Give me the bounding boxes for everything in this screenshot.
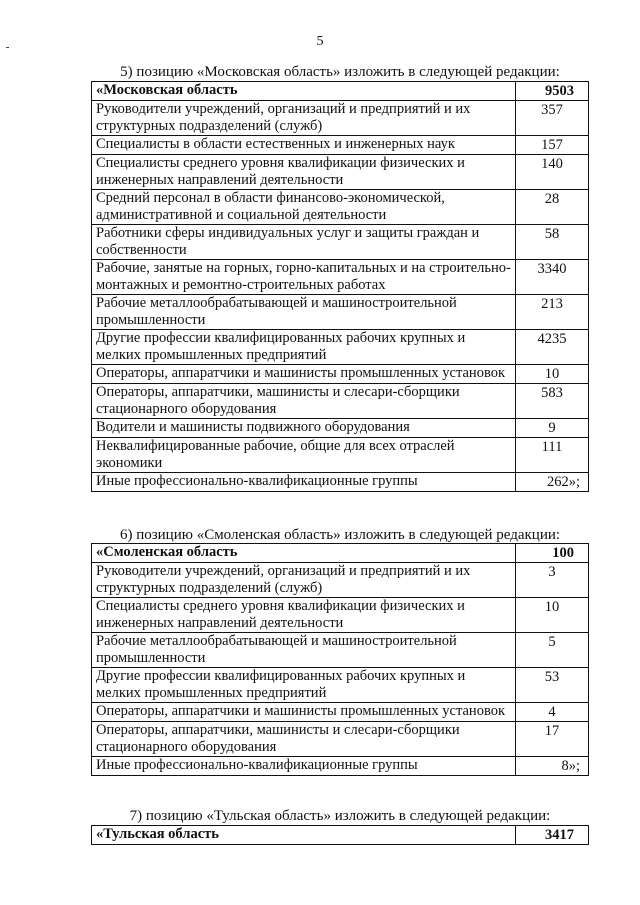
row-label: Руководители учреждений, организаций и предприятий и их структурных подразделений (служб) xyxy=(92,563,516,598)
row-label: Специалисты среднего уровня квалификации физических и инженерных направлений деятельности xyxy=(92,598,516,633)
region-name: «Смоленская область xyxy=(92,544,516,563)
row-label: Рабочие металлообрабатывающей и машиностроительной промышленности xyxy=(92,295,516,330)
row-label: Операторы, аппаратчики и машинисты промышленных установок xyxy=(92,365,516,384)
row-label: Другие профессии квалифицированных рабочих крупных и мелких промышленных предприятий xyxy=(92,668,516,703)
row-label: Руководители учреждений, организаций и предприятий и их структурных подразделений (служб) xyxy=(92,101,516,136)
row-value: 17 xyxy=(516,722,589,757)
row-value: 53 xyxy=(516,668,589,703)
table-row xyxy=(92,155,589,190)
section-intro-tula: 7) позицию «Тульская область» изложить в следующей редакции: xyxy=(129,808,551,824)
region-total: 100 xyxy=(516,544,589,563)
row-label: Иные профессионально-квалификационные группы xyxy=(92,757,516,776)
table-row xyxy=(92,330,589,365)
table-row xyxy=(92,722,589,757)
section-intro-moscow: 5) позицию «Московская область» изложить в следующей редакции: xyxy=(120,64,560,80)
page-number: 5 xyxy=(316,34,324,49)
table-smolensk xyxy=(91,543,589,776)
section-intro-smolensk: 6) позицию «Смоленская область» изложить в следующей редакции: xyxy=(119,527,561,543)
table-row xyxy=(92,757,589,776)
row-value: 28 xyxy=(516,190,589,225)
row-label: Водители и машинисты подвижного оборудования xyxy=(92,419,516,438)
table-row xyxy=(92,633,589,668)
table-row xyxy=(92,419,589,438)
row-value: 9 xyxy=(516,419,589,438)
row-label: Операторы, аппаратчики, машинисты и слесари-сборщики стационарного оборудования xyxy=(92,722,516,757)
row-value: 8»; xyxy=(516,757,589,776)
table-header-row xyxy=(92,826,589,845)
table-row xyxy=(92,365,589,384)
row-value: 262»; xyxy=(516,473,589,492)
row-label: Рабочие металлообрабатывающей и машиностроительной промышленности xyxy=(92,633,516,668)
table-header-row xyxy=(92,82,589,101)
row-value: 157 xyxy=(516,136,589,155)
table-row xyxy=(92,703,589,722)
row-label: Неквалифицированные рабочие, общие для всех отраслей экономики xyxy=(92,438,516,473)
row-value: 357 xyxy=(516,101,589,136)
table-row xyxy=(92,668,589,703)
row-value: 140 xyxy=(516,155,589,190)
row-value: 58 xyxy=(516,225,589,260)
table-row xyxy=(92,384,589,419)
row-label: Другие профессии квалифицированных рабочих крупных и мелких промышленных предприятий xyxy=(92,330,516,365)
row-label: Специалисты среднего уровня квалификации физических и инженерных направлений деятельности xyxy=(92,155,516,190)
table-row xyxy=(92,225,589,260)
table-row xyxy=(92,563,589,598)
row-value: 10 xyxy=(516,598,589,633)
row-value: 583 xyxy=(516,384,589,419)
row-value: 3 xyxy=(516,563,589,598)
row-label: Работники сферы индивидуальных услуг и защиты граждан и собственности xyxy=(92,225,516,260)
row-label: Иные профессионально-квалификационные группы xyxy=(92,473,516,492)
table-tula xyxy=(91,825,589,845)
table-row xyxy=(92,260,589,295)
table-row xyxy=(92,190,589,225)
region-total: 9503 xyxy=(516,82,589,101)
row-value: 10 xyxy=(516,365,589,384)
table-row xyxy=(92,136,589,155)
row-label: Операторы, аппаратчики и машинисты промышленных установок xyxy=(92,703,516,722)
table-header-row xyxy=(92,544,589,563)
row-value: 213 xyxy=(516,295,589,330)
table-row xyxy=(92,473,589,492)
table-row xyxy=(92,438,589,473)
row-label: Средний персонал в области финансово-экономической, административной и социальной деятельности xyxy=(92,190,516,225)
region-total: 3417 xyxy=(516,826,589,845)
row-value: 5 xyxy=(516,633,589,668)
table-row xyxy=(92,101,589,136)
table-moscow xyxy=(91,81,589,492)
row-label: Операторы, аппаратчики, машинисты и слесари-сборщики стационарного оборудования xyxy=(92,384,516,419)
row-value: 3340 xyxy=(516,260,589,295)
row-label: Рабочие, занятые на горных, горно-капитальных и на строительно-монтажных и ремонтно-строительных работах xyxy=(92,260,516,295)
table-row xyxy=(92,598,589,633)
row-value: 4 xyxy=(516,703,589,722)
region-name: «Московская область xyxy=(92,82,516,101)
row-value: 4235 xyxy=(516,330,589,365)
row-value: 111 xyxy=(516,438,589,473)
region-name: «Тульская область xyxy=(92,826,516,845)
row-label: Специалисты в области естественных и инженерных наук xyxy=(92,136,516,155)
table-row xyxy=(92,295,589,330)
